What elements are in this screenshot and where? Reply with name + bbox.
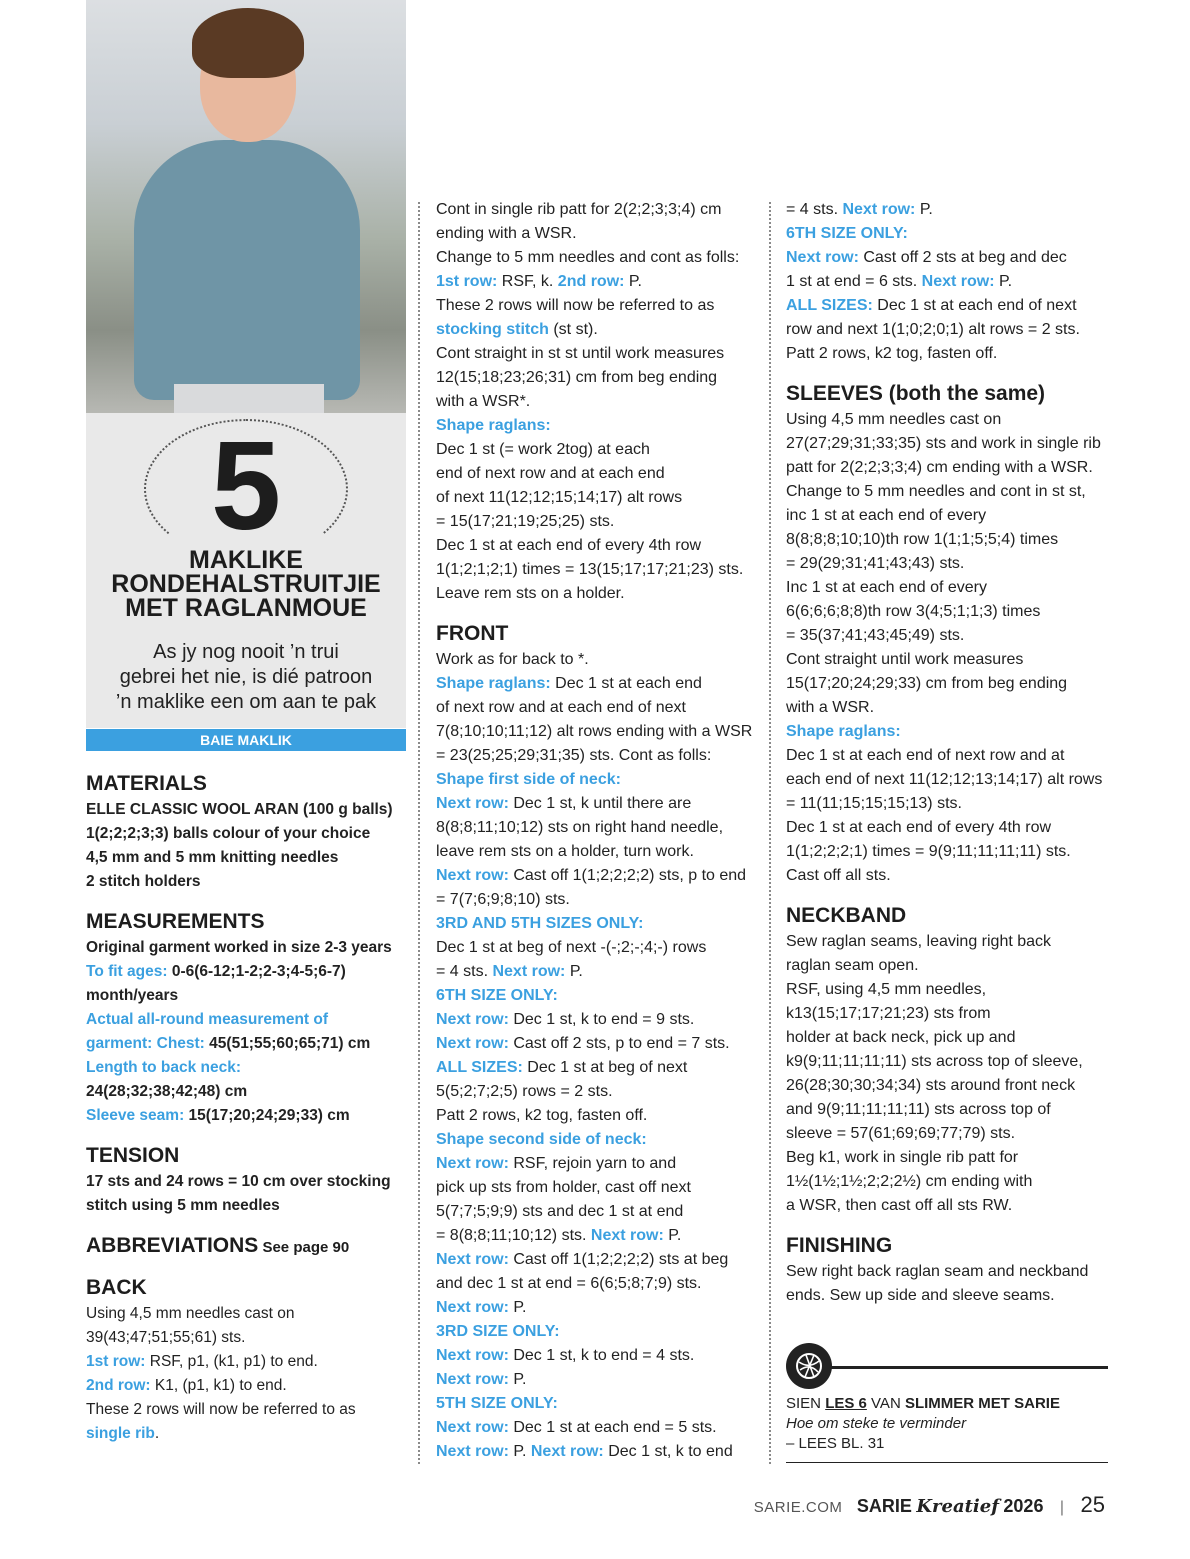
fit-ages: To fit ages: 0-6(6-12;1-2;2-3;4-5;6-7) xyxy=(86,963,346,980)
row-instruction: 1st row: RSF, k. 2nd row: P. xyxy=(436,273,642,290)
text-line: 5(7;7;5;9;9) sts and dec 1 st at end xyxy=(436,1203,684,1220)
text-line: and 9(9;11;11;11;11) sts across top of xyxy=(786,1101,1051,1118)
chest-measurement: garment: Chest: 45(51;55;60;65;71) cm xyxy=(86,1035,371,1052)
text-line: a WSR, then cast off all sts RW. xyxy=(786,1197,1013,1214)
back-line: Using 4,5 mm needles cast on xyxy=(86,1305,295,1322)
stocking-stitch: stocking stitch (st st). xyxy=(436,321,598,338)
column-divider xyxy=(769,202,771,1464)
length-value: 24(28;32;38;42;48) cm xyxy=(86,1083,248,1100)
row-instruction: 1 st at end = 6 sts. Next row: P. xyxy=(786,273,1013,290)
subheading: 3RD AND 5TH SIZES ONLY: xyxy=(436,915,644,932)
text-line: of next row and at each end of next xyxy=(436,699,686,716)
materials-line: 1(2;2;2;3;3) balls colour of your choice xyxy=(86,825,371,842)
footer-year: 2026 xyxy=(1003,1496,1044,1516)
row-instruction: Next row: P. Next row: Dec 1 st, k to end xyxy=(436,1443,733,1460)
text-line: each end of next 11(12;12;13;14;17) alt rows xyxy=(786,771,1103,788)
pattern-title: MAKLIKE RONDEHALSTRUITJIE MET RAGLANMOUE xyxy=(111,546,381,622)
footer-brand: SARIE xyxy=(856,1496,912,1516)
text-line: Leave rem sts on a holder. xyxy=(436,585,625,602)
subheading: Shape second side of neck: xyxy=(436,1131,647,1148)
row-instruction: Next row: P. xyxy=(436,1299,527,1316)
text-line: 8(8;8;11;10;12) sts on right hand needle, xyxy=(436,819,724,836)
text-line: Change to 5 mm needles and cont as folls: xyxy=(436,249,740,266)
row-instruction: ALL SIZES: Dec 1 st at each end of next xyxy=(786,297,1077,314)
finishing-heading: FINISHING xyxy=(786,1234,893,1257)
text-line: with a WSR. xyxy=(786,699,875,716)
column-divider xyxy=(418,202,420,1464)
row-instruction: Next row: P. xyxy=(436,1371,527,1388)
text-line: 27(27;29;31;33;35) sts and work in single rib xyxy=(786,435,1101,452)
subheading: 6TH SIZE ONLY: xyxy=(786,225,908,242)
text-line: with a WSR*. xyxy=(436,393,531,410)
text-line: Patt 2 rows, k2 tog, fasten off. xyxy=(436,1107,648,1124)
text-line: Dec 1 st (= work 2tog) at each xyxy=(436,441,650,458)
footer-script: Kreatief xyxy=(916,1496,999,1517)
row-instruction: ALL SIZES: Dec 1 st at beg of next xyxy=(436,1059,688,1076)
text-line: Patt 2 rows, k2 tog, fasten off. xyxy=(786,345,998,362)
title-panel xyxy=(86,413,406,728)
row-instruction: Next row: Dec 1 st, k to end = 4 sts. xyxy=(436,1347,695,1364)
text-line: 7(8;10;10;11;12) alt rows ending with a WSR xyxy=(436,723,753,740)
text-line: and dec 1 st at end = 6(6;5;8;7;9) sts. xyxy=(436,1275,702,1292)
back-row-2: 2nd row: K1, (p1, k1) to end. xyxy=(86,1377,287,1394)
subheading: 6TH SIZE ONLY: xyxy=(436,987,558,1004)
yarn-ball-icon xyxy=(786,1343,832,1389)
text-line: Dec 1 st at beg of next -(-;2;-;4;-) rows xyxy=(436,939,707,956)
text-line: = 35(37;41;43;45;49) sts. xyxy=(786,627,965,644)
tension-heading: TENSION xyxy=(86,1144,180,1167)
text-line: = 23(25;25;29;31;35) sts. Cont as folls: xyxy=(436,747,712,764)
pattern-number: 5 xyxy=(210,415,282,556)
text-line: 6(6;6;6;8;8)th row 3(4;5;1;1;3) times xyxy=(786,603,1041,620)
row-instruction: = 8(8;8;11;10;12) sts. Next row: P. xyxy=(436,1227,682,1244)
text-line: = 11(11;15;15;15;13) sts. xyxy=(786,795,962,812)
text-line: raglan seam open. xyxy=(786,957,919,974)
front-heading: FRONT xyxy=(436,622,509,645)
tip-bottom-rule xyxy=(786,1462,1108,1463)
photo-hair xyxy=(192,8,304,78)
back-row-1: 1st row: RSF, p1, (k1, p1) to end. xyxy=(86,1353,318,1370)
column-2 xyxy=(436,198,758,1464)
text-line: 26(28;30;30;34;34) sts around front neck xyxy=(786,1077,1076,1094)
text-line: k9(9;11;11;11;11) sts across top of sleeve, xyxy=(786,1053,1083,1070)
text-line: 12(15;18;23;26;31) cm from beg ending xyxy=(436,369,718,386)
pattern-subtitle: As jy nog nooit ’n trui gebrei het nie, is dié patroon ’n maklike een om aan te pak xyxy=(115,641,377,713)
materials-line: 4,5 mm and 5 mm knitting needles xyxy=(86,849,339,866)
text-line: Cast off all sts. xyxy=(786,867,891,884)
row-instruction: Shape raglans: Dec 1 st at each end xyxy=(436,675,702,692)
text-line: Dec 1 st at each end of every 4th row xyxy=(436,537,702,554)
single-rib: single rib. xyxy=(86,1425,160,1442)
row-instruction: Next row: Cast off 2 sts, p to end = 7 sts. xyxy=(436,1035,730,1052)
text-line: inc 1 st at each end of every xyxy=(786,507,987,524)
text-line: 15(17;20;24;29;33) cm from beg ending xyxy=(786,675,1068,692)
row-instruction: Next row: Dec 1 st, k until there are xyxy=(436,795,692,812)
row-instruction: Next row: Cast off 2 sts at beg and dec xyxy=(786,249,1067,266)
text-line: RSF, using 4,5 mm needles, xyxy=(786,981,987,998)
tension-line: stitch using 5 mm needles xyxy=(86,1197,280,1214)
materials-line: ELLE CLASSIC WOOL ARAN (100 g balls) xyxy=(86,801,393,818)
tip-box xyxy=(786,1394,1112,1454)
row-instruction: = 4 sts. Next row: P. xyxy=(436,963,583,980)
text-line: ending with a WSR. xyxy=(436,225,577,242)
text-line: = 7(7;6;9;8;10) sts. xyxy=(436,891,570,908)
text-line: Dec 1 st at each end of next row and at xyxy=(786,747,1065,764)
text-line: Sew right back raglan seam and neckband xyxy=(786,1263,1089,1280)
text-line: of next 11(12;12;15;14;17) alt rows xyxy=(436,489,683,506)
back-line: 39(43;47;51;55;61) sts. xyxy=(86,1329,246,1346)
text-line: Sew raglan seams, leaving right back xyxy=(786,933,1052,950)
subheading: Shape raglans: xyxy=(436,417,551,434)
text-line: patt for 2(2;2;3;3;4) cm ending with a WSR. xyxy=(786,459,1093,476)
text-line: row and next 1(1;0;2;0;1) alt rows = 2 sts. xyxy=(786,321,1080,338)
tip-reference: SIEN LES 6 VAN SLIMMER MET SARIE xyxy=(786,1395,1060,1412)
text-line: ends. Sew up side and sleeve seams. xyxy=(786,1287,1055,1304)
text-line: holder at back neck, pick up and xyxy=(786,1029,1016,1046)
text-line: = 29(29;31;41;43;43) sts. xyxy=(786,555,965,572)
sleeves-heading: SLEEVES (both the same) xyxy=(786,382,1046,405)
text-line: Cont straight until work measures xyxy=(786,651,1024,668)
tip-page-ref: – LEES BL. 31 xyxy=(786,1435,885,1452)
column-1 xyxy=(86,772,406,1446)
photo-sweater xyxy=(134,140,360,400)
row-instruction: Next row: Cast off 1(1;2;2;2;2) sts at beg xyxy=(436,1251,729,1268)
materials-line: 2 stitch holders xyxy=(86,873,201,890)
tension-line: 17 sts and 24 rows = 10 cm over stocking xyxy=(86,1173,391,1190)
page-number: 25 xyxy=(1080,1492,1105,1517)
footer-site: SARIE.COM xyxy=(753,1499,843,1516)
subheading: 3RD SIZE ONLY: xyxy=(436,1323,560,1340)
text-line: Beg k1, work in single rib patt for xyxy=(786,1149,1019,1166)
text-line: Inc 1 st at each end of every xyxy=(786,579,988,596)
materials-heading: MATERIALS xyxy=(86,772,207,795)
difficulty-badge: BAIE MAKLIK xyxy=(86,729,406,751)
row-instruction: = 4 sts. Next row: P. xyxy=(786,201,933,218)
text-line: 8(8;8;8;10;10)th row 1(1;1;5;5;4) times xyxy=(786,531,1059,548)
row-instruction: Next row: Dec 1 st at each end = 5 sts. xyxy=(436,1419,717,1436)
column-3 xyxy=(786,198,1112,1308)
text-line: pick up sts from holder, cast off next xyxy=(436,1179,691,1196)
back-line: These 2 rows will now be referred to as xyxy=(86,1401,356,1418)
original-size: Original garment worked in size 2-3 years xyxy=(86,939,392,956)
actual-label: Actual all-round measurement of xyxy=(86,1011,329,1028)
fit-unit: month/years xyxy=(86,987,179,1004)
subheading: Shape first side of neck: xyxy=(436,771,621,788)
text-line: Cont in single rib patt for 2(2;2;3;3;4) cm xyxy=(436,201,722,218)
row-instruction: Next row: Cast off 1(1;2;2;2;2) sts, p to end xyxy=(436,867,747,884)
hero-photo xyxy=(86,0,406,413)
text-line: These 2 rows will now be referred to as xyxy=(436,297,715,314)
tip-rule xyxy=(830,1366,1108,1369)
text-line: end of next row and at each end xyxy=(436,465,665,482)
measurements-heading: MEASUREMENTS xyxy=(86,910,265,933)
row-instruction: Next row: RSF, rejoin yarn to and xyxy=(436,1155,677,1172)
text-line: 1(1;2;1;2;1) times = 13(15;17;17;21;23) sts. xyxy=(436,561,744,578)
text-line: sleeve = 57(61;69;69;77;79) sts. xyxy=(786,1125,1016,1142)
page-footer xyxy=(754,1492,1105,1521)
tip-italic: Hoe om steke te verminder xyxy=(786,1415,967,1432)
subheading: 5TH SIZE ONLY: xyxy=(436,1395,558,1412)
footer-divider: | xyxy=(1059,1499,1065,1516)
text-line: 5(5;2;7;2;5) rows = 2 sts. xyxy=(436,1083,613,1100)
text-line: Using 4,5 mm needles cast on xyxy=(786,411,1002,428)
subheading: Shape raglans: xyxy=(786,723,901,740)
text-line: Work as for back to *. xyxy=(436,651,589,668)
length-label: Length to back neck: xyxy=(86,1059,242,1076)
text-line: Cont straight in st st until work measures xyxy=(436,345,725,362)
abbreviations-heading: ABBREVIATIONS See page 90 xyxy=(86,1234,350,1257)
text-line: = 15(17;21;19;25;25) sts. xyxy=(436,513,615,530)
text-line: Dec 1 st at each end of every 4th row xyxy=(786,819,1052,836)
back-heading: BACK xyxy=(86,1276,147,1299)
text-line: k13(15;17;17;21;23) sts from xyxy=(786,1005,991,1022)
photo-pants xyxy=(174,384,324,413)
sleeve-seam: Sleeve seam: 15(17;20;24;29;33) cm xyxy=(86,1107,350,1124)
text-line: Change to 5 mm needles and cont in st st, xyxy=(786,483,1086,500)
neckband-heading: NECKBAND xyxy=(786,904,907,927)
text-line: 1(1;2;2;2;1) times = 9(9;11;11;11;11) sts. xyxy=(786,843,1071,860)
text-line: 1½(1½;1½;2;2;2½) cm ending with xyxy=(786,1173,1033,1190)
row-instruction: Next row: Dec 1 st, k to end = 9 sts. xyxy=(436,1011,695,1028)
text-line: leave rem sts on a holder, turn work. xyxy=(436,843,694,860)
